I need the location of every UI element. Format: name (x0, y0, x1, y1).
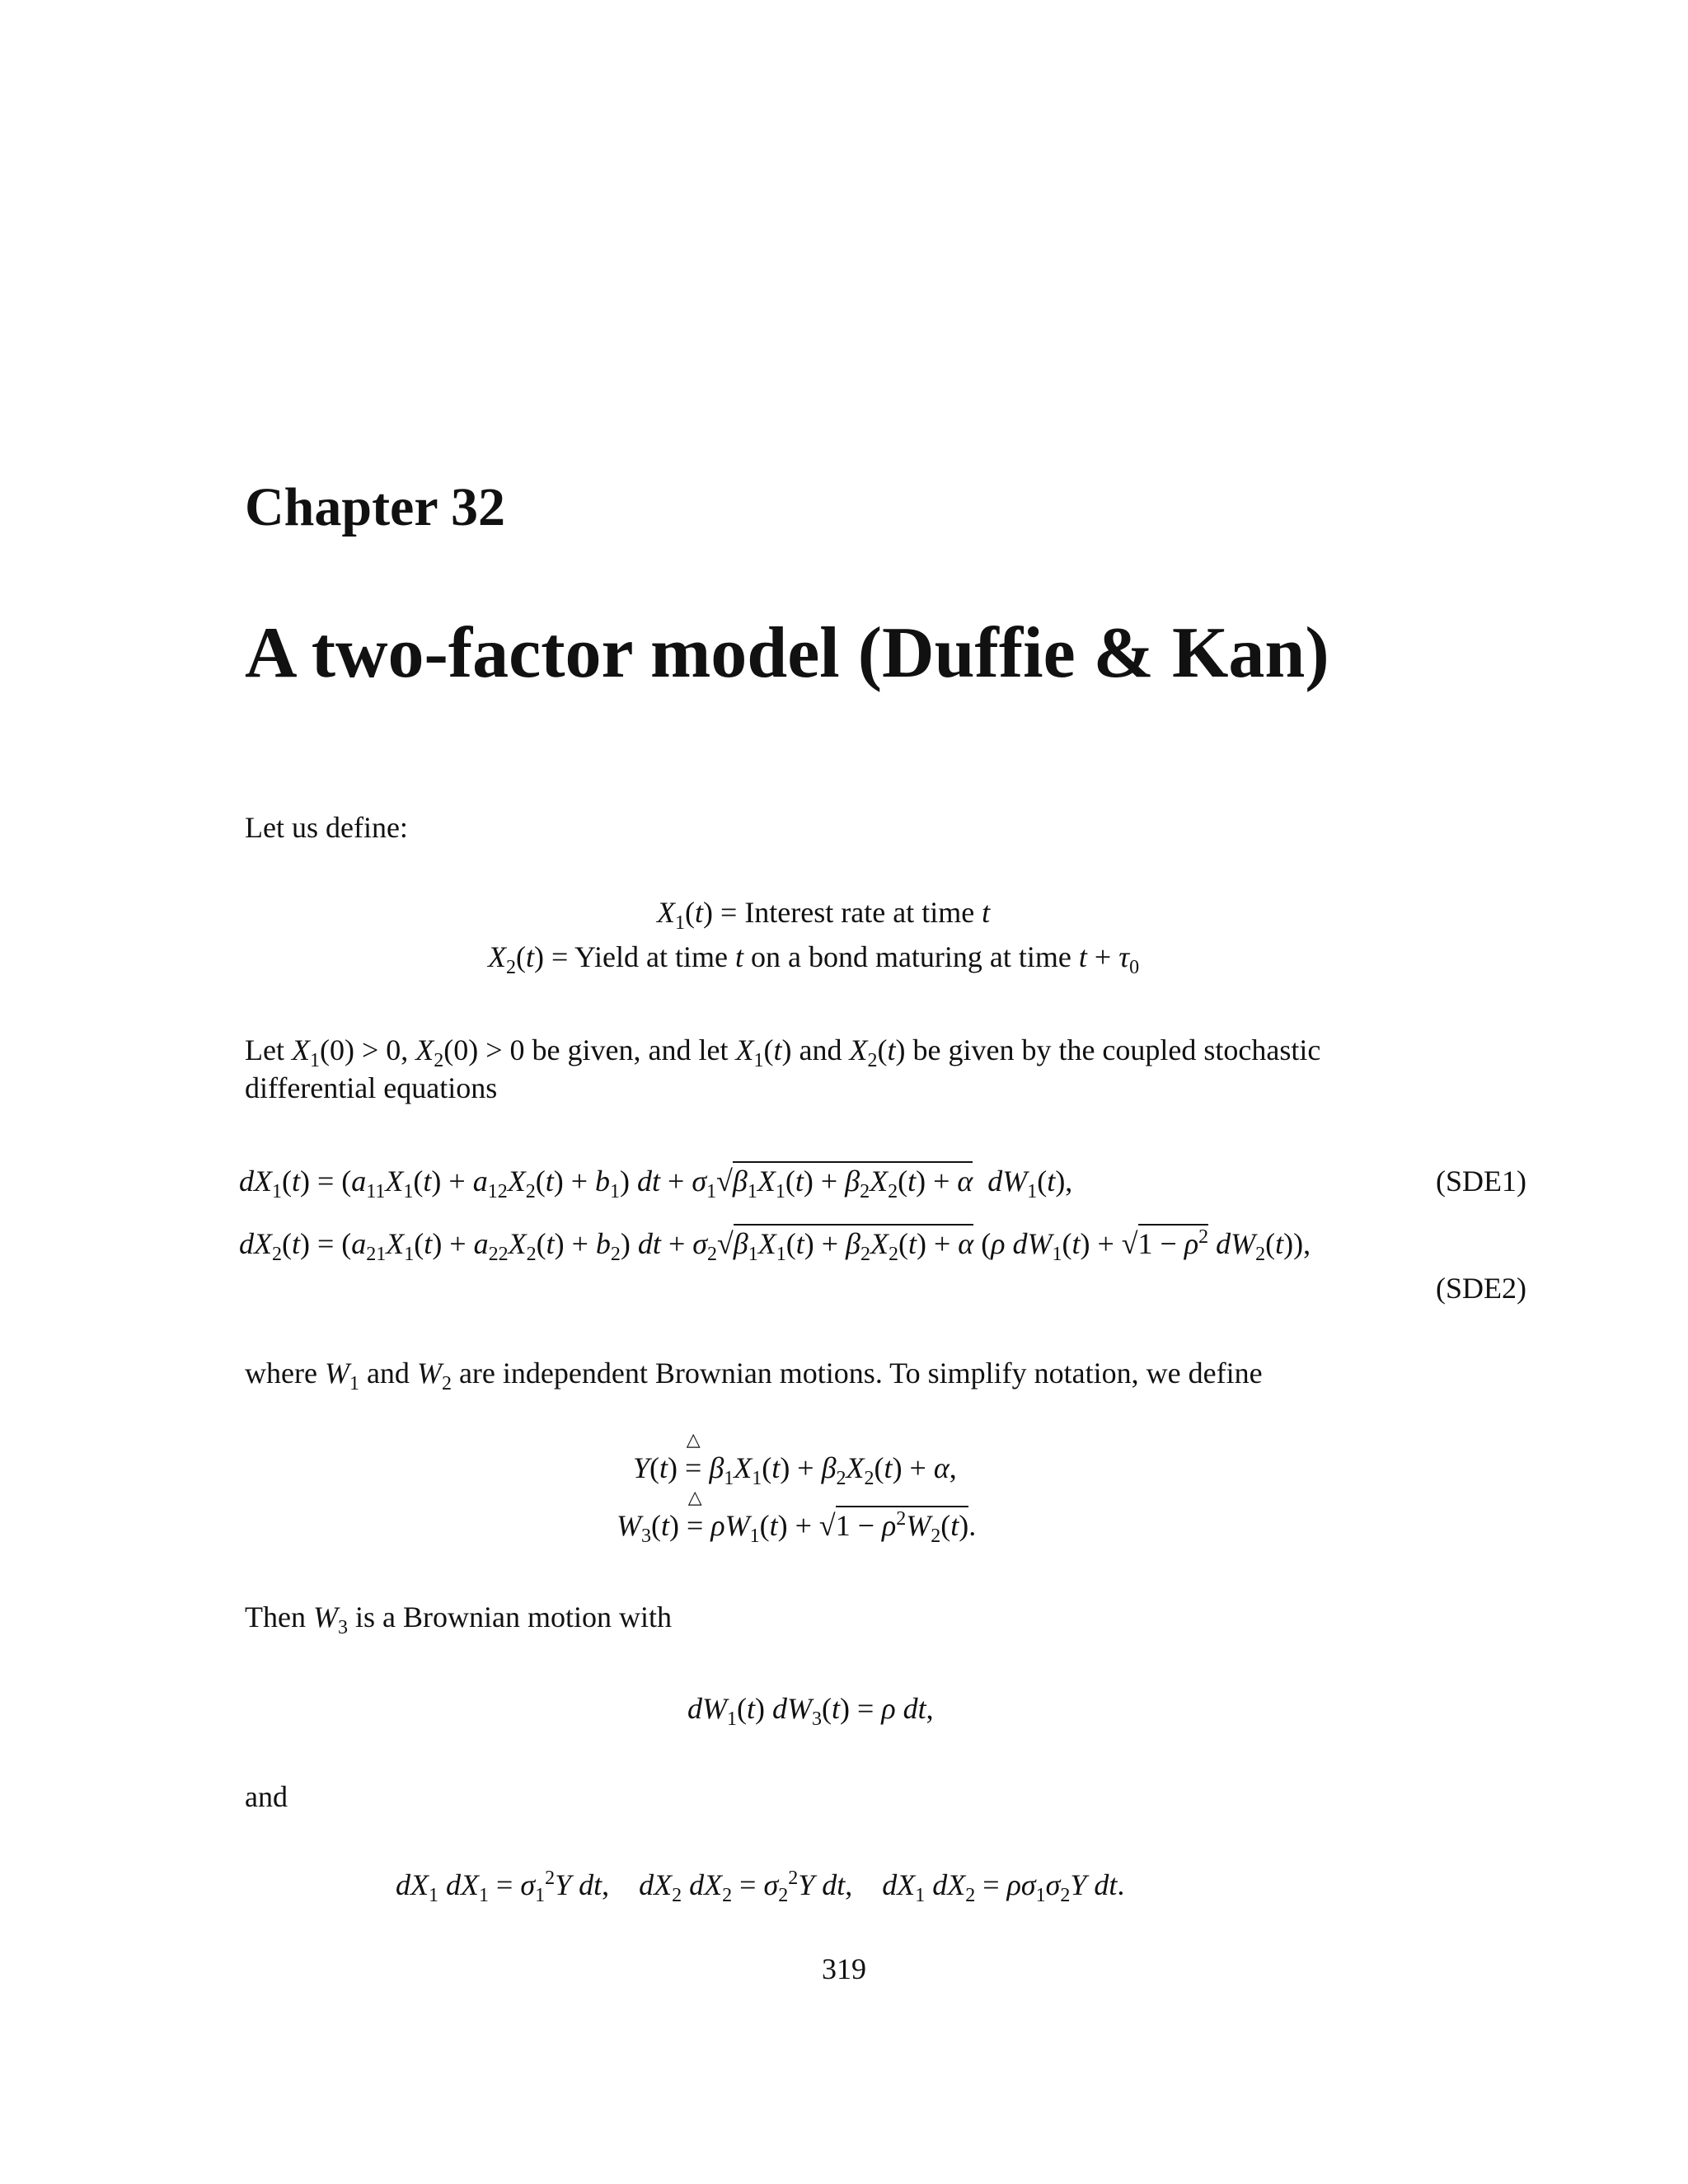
p3-text-c: are independent Brownian motions. To simplify notation, we define (458, 1357, 1263, 1390)
p4-text-b: is a Brownian motion with (354, 1601, 672, 1633)
def-x2-text-b: on a bond maturing at time (750, 940, 1071, 973)
definition-x2: $X_2(t)$ = Yield at time t on a bond maturing at time $t + \tau_0$ (488, 940, 1140, 979)
chapter-title: A two-factor model (Duffie & Kan) (245, 613, 1329, 693)
intro-paragraph: Let us define: (245, 811, 408, 844)
definition-w3: $W_3(t)$ △ = $\rho W_1(t) + √1 - \rho^2W_2(t)$. (617, 1487, 977, 1548)
definition-y: Y(t) △ = $\beta_1X_1(t) + \beta_2X_2(t) + \alpha$, (633, 1429, 957, 1490)
paragraph-initial-conditions-line2: differential equations (245, 1071, 498, 1104)
paragraph-brownian: where $W_1$ and $W_2$ are independent Brownian motions. To simplify notation, we define (245, 1357, 1263, 1395)
paragraph-initial-conditions: Let $X_1(0) > 0$, $X_2(0) > 0$ be given, and let $X_1(t)$ and $X_2(t)$ be given by the coupled stochastic (245, 1033, 1321, 1072)
chapter-label: Chapter 32 (245, 477, 505, 537)
paragraph-and: and (245, 1780, 288, 1813)
p3-text-a: where (245, 1357, 317, 1390)
equation-quadratic-covariations: $dX_1$ $dX_1 = \sigma_1^2Y$ dt, $dX_2$ $dX_2 = \sigma_2^2Y$ dt, $dX_1$ $dX_2 = \rho\sigma_1\sigma_2Y$ dt. (396, 1868, 1125, 1907)
equation-sde2: $dX_2(t) = (a_{21}X_1(t) + a_{22}X_2(t) + b_2)$ dt + $\sigma_2√\beta_1X_1(t) + \beta_2X_2(t) + \alpha$ (ρ $dW_1(t) + √1 - \rho^2$ $dW_2(t)$), (239, 1226, 1311, 1261)
def-x2-text-a: Yield at time (574, 940, 728, 973)
equation-sde1: $dX_1(t) = (a_{11}X_1(t) + a_{12}X_2(t) + b_1)$ dt + $\sigma_1√\beta_1X_1(t) + \beta_2X_2(t) + \alpha$ $dW_1(t)$, (239, 1164, 1072, 1198)
p3-text-b: and (366, 1357, 410, 1390)
paragraph-w3: Then $W_3$ is a Brownian motion with (245, 1601, 672, 1639)
def-x1-text: Interest rate at time (744, 896, 975, 929)
p2-text-b: be given, and let (532, 1033, 729, 1066)
p2-text-c: and (799, 1033, 842, 1066)
p4-text-a: Then (245, 1601, 306, 1633)
equation-tag-sde1: (SDE1) (1436, 1165, 1526, 1197)
definition-x1: $X_1(t)$ = Interest rate at time t (657, 896, 991, 935)
page-number: 319 (822, 1952, 866, 1985)
p2-text-a: Let (245, 1033, 284, 1066)
equation-tag-sde2: (SDE2) (1436, 1272, 1526, 1305)
p2-text-d: be given by the coupled stochastic (912, 1033, 1321, 1066)
equation-dw1-dw3: $dW_1(t) dW_3(t) = \rho$ dt, (687, 1692, 934, 1731)
